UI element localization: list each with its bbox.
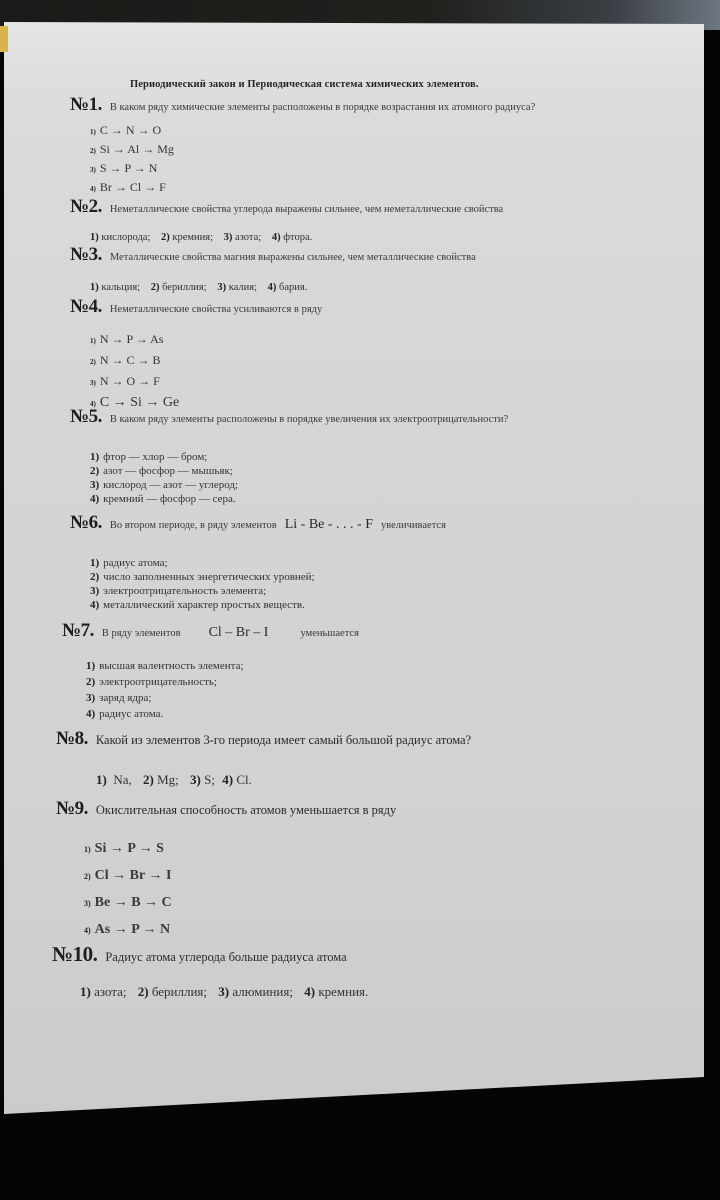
question-7 bbox=[62, 620, 359, 642]
question-text: Радиус атома углерода больше радиуса атома bbox=[105, 950, 347, 964]
option: 3) заряд ядра; bbox=[86, 692, 152, 704]
option: 2) N → C → B bbox=[90, 353, 161, 367]
option: 1) радиус атома; bbox=[90, 557, 168, 569]
option: 1) фтор — хлор — бром; bbox=[90, 451, 208, 463]
question-text: Во втором периоде, в ряду элементов bbox=[109, 520, 277, 531]
option: 3) S → P → N bbox=[90, 161, 158, 175]
question-6 bbox=[70, 512, 446, 534]
option: 1) высшая валентность элемента; bbox=[86, 660, 244, 672]
question-4-options bbox=[90, 330, 179, 414]
question-text: Неметаллические свойства усиливаются в ряду bbox=[109, 304, 323, 315]
question-number: №3. bbox=[70, 244, 102, 265]
option: 1) N → P → As bbox=[90, 332, 164, 346]
question-2-options: 1) кислорода; 2) кремния; 3) азота; 4) фтора. bbox=[90, 232, 313, 243]
question-text: Окислительная способность атомов уменьшается в ряду bbox=[95, 803, 397, 817]
question-text: Какой из элементов 3-го периода имеет самый большой радиус атома? bbox=[95, 733, 472, 747]
question-text: В каком ряду элементы расположены в порядке увеличения их электроотрицательности? bbox=[109, 414, 509, 425]
question-8-options: 1) Na, 2) Mg; 3) S; 4) Cl. bbox=[96, 772, 252, 787]
question-10-options: 1) азота; 2) бериллия; 3) алюминия; 4) кремния. bbox=[80, 984, 369, 999]
option: 3) Be → B → C bbox=[84, 895, 172, 910]
question-3 bbox=[70, 244, 476, 266]
option: 1) Si → P → S bbox=[84, 841, 164, 856]
option: 3) N → O → F bbox=[90, 374, 160, 388]
formula: Cl – Br – I bbox=[208, 625, 269, 640]
question-text: Неметаллические свойства углерода выражены сильнее, чем неметаллические свойства bbox=[109, 204, 504, 215]
question-2 bbox=[70, 196, 503, 218]
option: 4) радиус атома. bbox=[86, 708, 164, 720]
question-number: №7. bbox=[62, 620, 94, 641]
question-1-options bbox=[90, 122, 174, 198]
question-number: №8. bbox=[56, 728, 88, 749]
question-9-options bbox=[84, 836, 172, 944]
option: 2) азот — фосфор — мышьяк; bbox=[90, 465, 233, 477]
question-3-options: 1) кальция; 2) бериллия; 3) калия; 4) бария. bbox=[90, 282, 308, 293]
question-number: №6. bbox=[70, 512, 102, 533]
question-8 bbox=[56, 728, 471, 750]
question-5 bbox=[70, 406, 508, 428]
option: 2) Si → Al → Mg bbox=[90, 142, 174, 156]
option: 1) C → N → O bbox=[90, 123, 162, 137]
question-text: В ряду элементов bbox=[101, 628, 181, 639]
question-number: №4. bbox=[70, 296, 102, 317]
question-7-options bbox=[86, 658, 244, 722]
question-6-options bbox=[90, 556, 315, 612]
question-number: №1. bbox=[70, 94, 102, 115]
question-4 bbox=[70, 296, 322, 318]
option: 4) As → P → N bbox=[84, 922, 171, 937]
question-text: Металлические свойства магния выражены сильнее, чем металлические свойства bbox=[109, 252, 476, 263]
question-text: В каком ряду химические элементы расположены в порядке возрастания их атомного радиуса? bbox=[109, 102, 536, 113]
question-5-options bbox=[90, 450, 238, 506]
option: 3) электроотрицательность элемента; bbox=[90, 585, 267, 597]
question-number: №5. bbox=[70, 406, 102, 427]
question-number: №10. bbox=[52, 942, 98, 966]
question-10 bbox=[52, 942, 347, 967]
question-number: №2. bbox=[70, 196, 102, 217]
option: 2) число заполненных энергетических уровней; bbox=[90, 571, 315, 583]
option: 3) кислород — азот — углерод; bbox=[90, 479, 239, 491]
question-9 bbox=[56, 798, 396, 820]
question-1 bbox=[70, 94, 535, 116]
option: 4) Br → Cl → F bbox=[90, 180, 166, 194]
option: 2) электроотрицательность; bbox=[86, 676, 217, 688]
question-text-after: уменьшается bbox=[300, 628, 359, 639]
option: 2) Cl → Br → I bbox=[84, 868, 172, 883]
option: 4) кремний — фосфор — сера. bbox=[90, 493, 236, 505]
option: 4) C → Si → Ge bbox=[90, 395, 180, 410]
formula: Li - Be - . . . - F bbox=[284, 517, 373, 532]
option: 4) металлический характер простых веществ. bbox=[90, 599, 305, 611]
question-text-after: увеличивается bbox=[380, 520, 446, 531]
question-number: №9. bbox=[56, 798, 88, 819]
page-title: Периодический закон и Периодическая система химических элементов. bbox=[130, 79, 479, 90]
